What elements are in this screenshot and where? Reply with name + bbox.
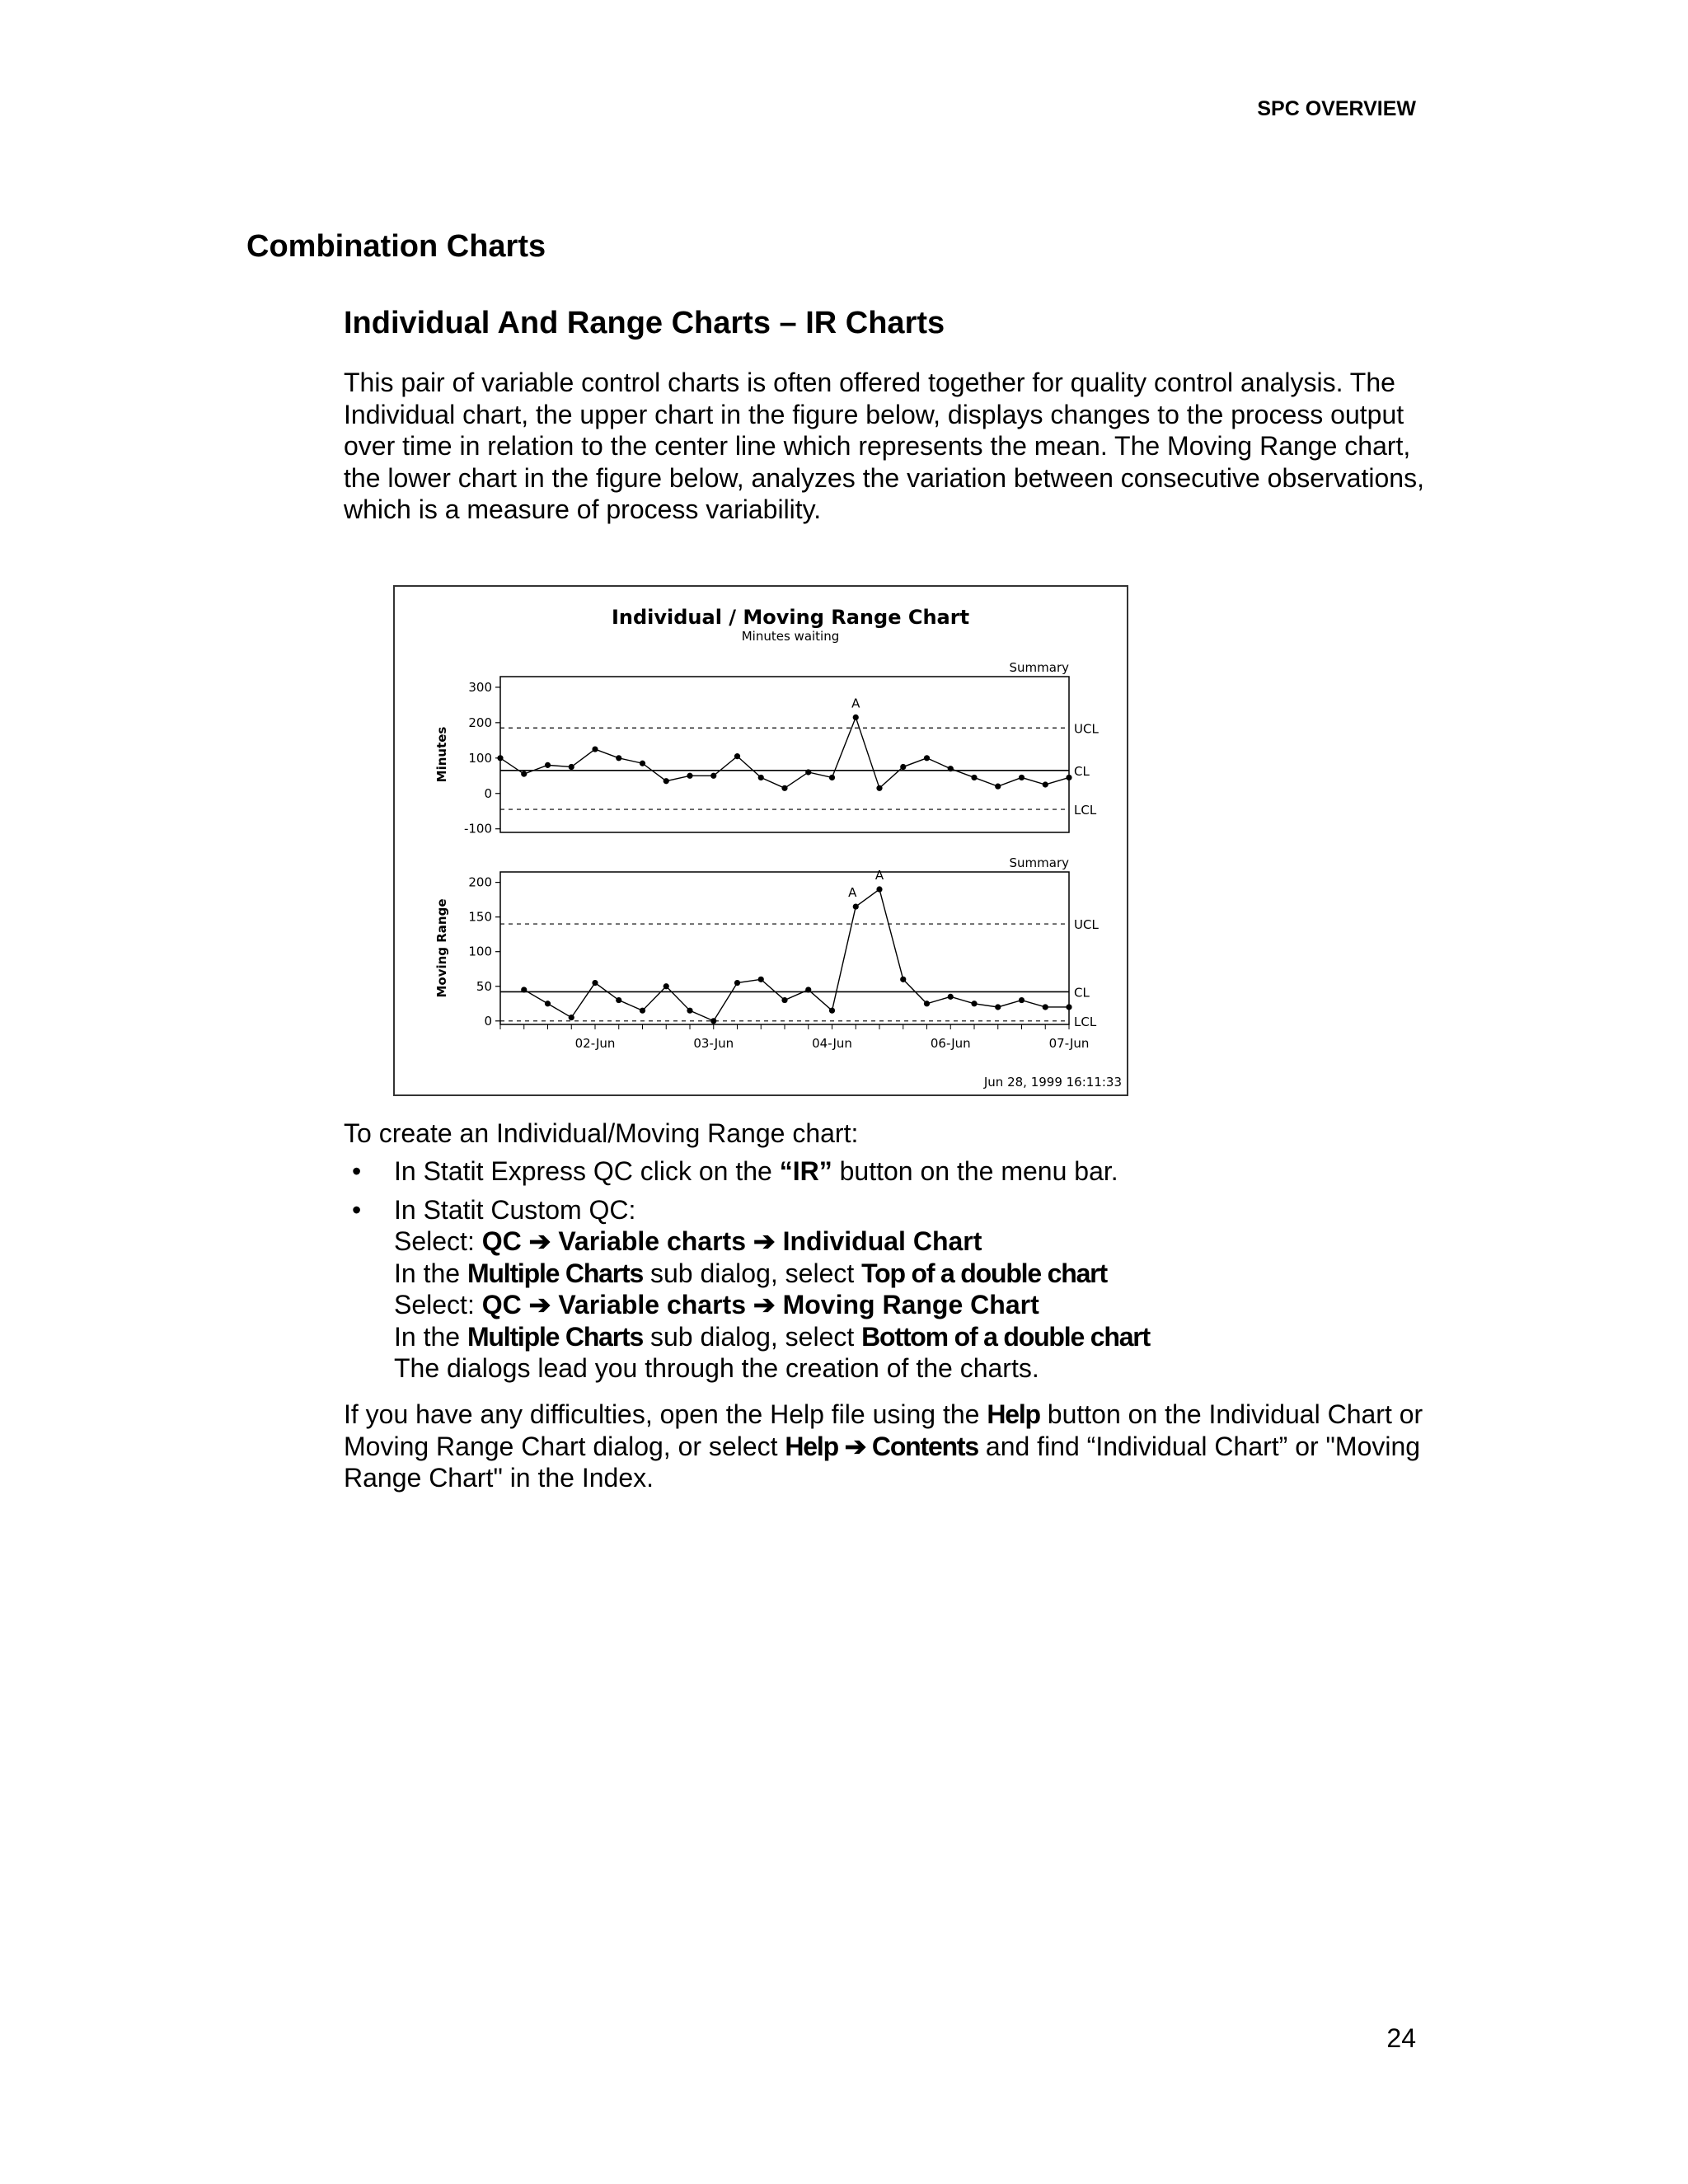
- moving-range-data-point: [924, 1001, 930, 1006]
- moving-range-data-point: [1066, 1004, 1071, 1010]
- moving-range-y-tick-label: 200: [468, 874, 492, 890]
- x-tick-label: 03-Jun: [693, 1036, 734, 1051]
- chart-timestamp: Jun 28, 1999 16:11:33: [983, 1075, 1122, 1090]
- page-number: 24: [1386, 2023, 1416, 2053]
- moving-range-data-point: [569, 1015, 574, 1020]
- x-tick-label: 02-Jun: [574, 1036, 616, 1051]
- bullet-icon: •: [352, 1194, 362, 1225]
- running-header: SPC OVERVIEW: [1257, 97, 1416, 120]
- individual-ucl-label: UCL: [1074, 721, 1099, 737]
- moving-range-y-tick-label: 0: [484, 1013, 492, 1029]
- x-tick-label: 06-Jun: [930, 1036, 971, 1051]
- individual-data-point: [781, 785, 787, 791]
- moving-range-cl-label: CL: [1074, 985, 1090, 1001]
- x-tick-label: 04-Jun: [812, 1036, 852, 1051]
- moving-range-data-point: [853, 903, 859, 909]
- individual-data-point: [592, 746, 598, 752]
- individual-y-tick-label: 100: [468, 750, 492, 766]
- individual-y-tick-label: 200: [468, 715, 492, 730]
- individual-data-point: [948, 766, 954, 771]
- individual-data-point: [1066, 775, 1071, 780]
- moving-range-data-point: [640, 1008, 645, 1014]
- individual-data-point: [734, 753, 740, 759]
- moving-range-series-line: [524, 889, 1069, 1021]
- list-item: • In Statit Express QC click on the “IR” button on the menu bar.: [352, 1156, 1118, 1186]
- moving-range-data-point: [781, 997, 787, 1003]
- moving-range-data-point: [805, 987, 811, 992]
- moving-range-lcl-label: LCL: [1074, 1014, 1097, 1029]
- moving-range-annotation: A: [874, 868, 884, 883]
- individual-data-point: [924, 755, 930, 761]
- individual-data-point: [995, 784, 1001, 790]
- individual-data-point: [663, 778, 669, 784]
- moving-range-data-point: [900, 977, 906, 982]
- individual-y-tick-label: 0: [484, 785, 492, 801]
- individual-data-point: [876, 785, 882, 791]
- moving-range-data-point: [995, 1004, 1001, 1010]
- individual-data-point: [971, 775, 977, 780]
- individual-data-point: [640, 761, 645, 766]
- individual-data-point: [497, 755, 503, 761]
- moving-range-data-point: [948, 994, 954, 1000]
- moving-range-annotation: A: [848, 885, 857, 901]
- subsection-heading: Individual And Range Charts – IR Charts: [344, 306, 945, 340]
- moving-range-data-point: [1043, 1004, 1048, 1010]
- moving-range-data-point: [1019, 997, 1025, 1003]
- individual-data-point: [758, 775, 764, 780]
- steps-list: [344, 1155, 1498, 1391]
- individual-summary-label: Summary: [1009, 660, 1069, 675]
- dialog-instruction-top: In the Multiple Charts sub dialog, select Top of a double chart: [394, 1258, 1107, 1288]
- individual-data-point: [710, 773, 716, 779]
- ir-button-label: “IR”: [779, 1156, 832, 1186]
- moving-range-y-tick-label: 50: [476, 978, 492, 994]
- moving-range-data-point: [971, 1001, 977, 1006]
- list-item: • In Statit Custom QC: Select: QC ➔ Variable charts ➔ Individual Chart In the Multiple Charts sub dialog, select Top of a double chart Select: QC ➔ Variable charts ➔ Moving Range Chart In the Multiple Charts sub dialog, select Bottom of a double chart The dialogs lead you through the creation of the charts.: [344, 1194, 1498, 1385]
- moving-range-ucl-label: UCL: [1074, 917, 1099, 933]
- chart-subtitle: Minutes waiting: [741, 629, 840, 644]
- individual-data-point: [853, 715, 859, 720]
- dialog-instruction-bottom: In the Multiple Charts sub dialog, select Bottom of a double chart: [394, 1321, 1150, 1352]
- individual-data-point: [545, 762, 551, 768]
- menu-path-moving-range: Select: QC ➔ Variable charts ➔ Moving Range Chart: [394, 1290, 1039, 1319]
- individual-lcl-label: LCL: [1074, 803, 1097, 818]
- moving-range-data-point: [521, 987, 527, 992]
- moving-range-data-point: [758, 977, 764, 982]
- moving-range-y-tick-label: 100: [468, 944, 492, 959]
- individual-data-point: [1019, 775, 1025, 780]
- individual-data-point: [805, 769, 811, 775]
- ir-chart: [395, 587, 1127, 1094]
- help-paragraph: If you have any difficulties, open the Help file using the Help button on the Individual Chart or Moving Range Chart dialog, or select Help ➔ Contents and find “Individual Chart” or "Moving Range Chart" in the Index.: [344, 1399, 1423, 1493]
- moving-range-y-tick-label: 150: [468, 909, 492, 925]
- moving-range-y-axis-label: Moving Range: [434, 898, 449, 998]
- individual-cl-label: CL: [1074, 763, 1090, 779]
- moving-range-data-point: [616, 997, 621, 1003]
- moving-range-data-point: [710, 1018, 716, 1024]
- individual-data-point: [616, 755, 621, 761]
- individual-data-point: [829, 775, 835, 780]
- steps-intro: To create an Individual/Moving Range chart:: [344, 1118, 859, 1148]
- individual-data-point: [900, 764, 906, 770]
- moving-range-data-point: [829, 1008, 835, 1014]
- individual-data-point: [521, 771, 527, 777]
- individual-y-tick-label: 300: [468, 679, 492, 695]
- moving-range-data-point: [592, 980, 598, 986]
- chart-title: Individual / Moving Range Chart: [611, 606, 970, 629]
- moving-range-data-point: [545, 1001, 551, 1006]
- section-heading: Combination Charts: [246, 229, 546, 264]
- individual-data-point: [687, 773, 692, 779]
- intro-paragraph: This pair of variable control charts is often offered together for quality control analysis. The Individual chart, the upper chart in the figure below, displays changes to the process output over time in relation to the center line which represents the mean. The Moving Range chart, the lower chart in the figure below, analyzes the variation between consecutive observations, which is a measure of process variability.: [344, 368, 1424, 524]
- ir-chart-figure: [393, 585, 1128, 1096]
- individual-data-point: [569, 764, 574, 770]
- individual-y-axis-label: Minutes: [434, 726, 449, 783]
- individual-data-point: [1043, 781, 1048, 787]
- x-tick-label: 07-Jun: [1048, 1036, 1090, 1051]
- moving-range-summary-label: Summary: [1009, 855, 1069, 870]
- menu-path-individual: Select: QC ➔ Variable charts ➔ Individual Chart: [394, 1226, 982, 1256]
- individual-annotation: A: [851, 696, 860, 711]
- moving-range-data-point: [687, 1008, 692, 1014]
- individual-y-tick-label: -100: [463, 821, 492, 837]
- moving-range-data-point: [663, 983, 669, 989]
- moving-range-data-point: [876, 886, 882, 892]
- moving-range-data-point: [734, 980, 740, 986]
- bullet-icon: •: [352, 1156, 362, 1186]
